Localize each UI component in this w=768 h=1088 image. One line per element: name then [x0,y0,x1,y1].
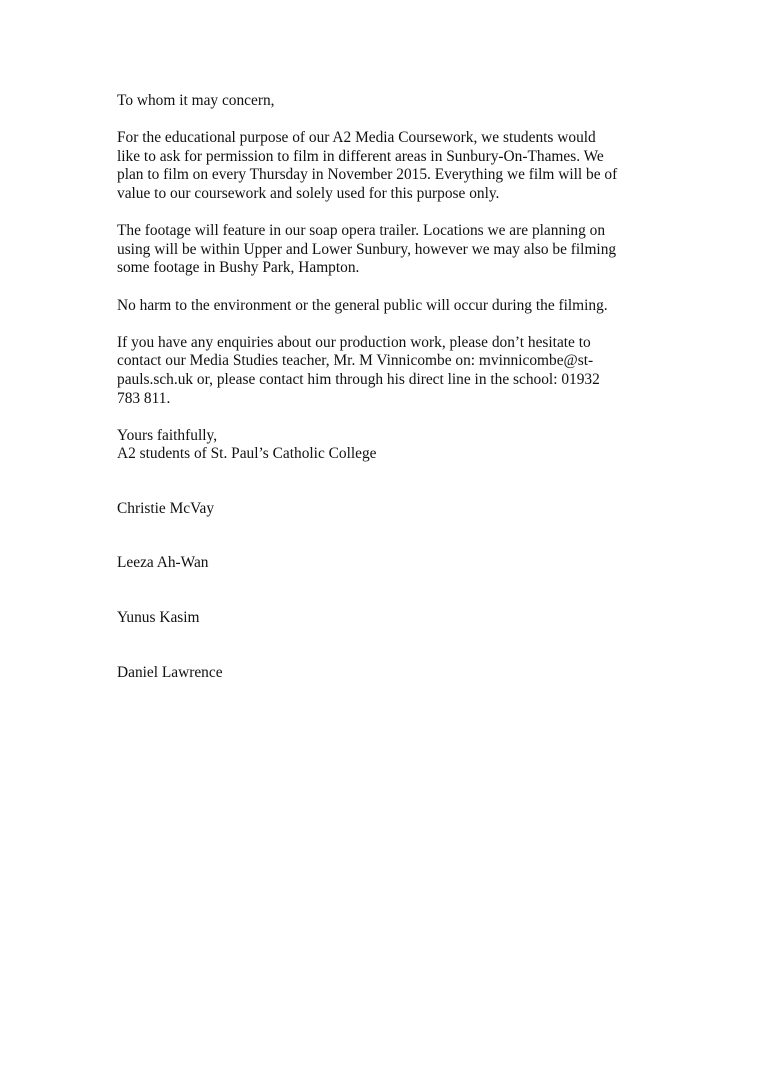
paragraph-line: The footage will feature in our soap opera trailer. Locations we are planning on [117,222,606,240]
spacer [117,573,657,609]
paragraph-line: like to ask for permission to film in different areas in Sunbury-On-Thames. We [117,147,604,165]
paragraph-footage [117,222,657,278]
paragraph-line: If you have any enquiries about our production work, please don’t hesitate to [117,333,591,351]
paragraph-purpose [117,129,657,203]
signatory: Christie McVay [117,499,215,517]
spacer [117,628,657,664]
paragraph-line: plan to film on every Thursday in November 2015. Everything we film will be of [117,166,618,184]
spacer [117,278,657,297]
signatory: Yunus Kasim [117,609,200,627]
spacer [117,518,657,554]
paragraph-contact [117,334,657,408]
salutation: To whom it may concern, [117,92,275,109]
paragraph-line: contact our Media Studies teacher, Mr. M Vinnicombe on: mvinnicombe@st- [117,352,594,370]
paragraph-line: value to our coursework and solely used for this purpose only. [117,184,500,202]
spacer [117,408,657,427]
spacer [117,111,657,130]
paragraph-line: some footage in Bushy Park, Hampton. [117,259,360,277]
closing: Yours faithfully, [117,426,218,444]
spacer [117,315,657,334]
paragraph-no-harm [117,297,657,316]
signatory: Daniel Lawrence [117,663,223,681]
signatory: Leeza Ah-Wan [117,554,209,572]
spacer [117,204,657,223]
letter [117,92,657,682]
paragraph-line: using will be within Upper and Lower Sunbury, however we may also be filming [117,240,617,258]
paragraph-line: For the educational purpose of our A2 Media Coursework, we students would [117,129,596,147]
paragraph-line: pauls.sch.uk or, please contact him through his direct line in the school: 01932 [117,370,600,388]
sender: A2 students of St. Paul’s Catholic College [117,445,377,463]
spacer [117,464,657,500]
paragraph-line: 783 811. [117,389,171,407]
paragraph-line: No harm to the environment or the general public will occur during the filming. [117,296,608,314]
